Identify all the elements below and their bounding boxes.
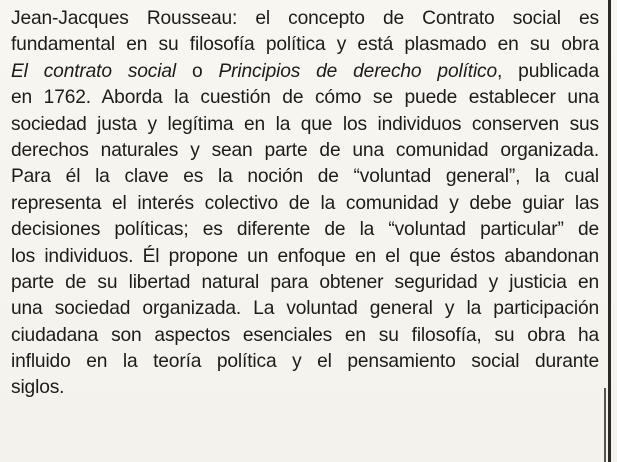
text-line xyxy=(11,164,599,190)
text-run: ciudadana son aspectos esenciales en su filosofía, su obra ha xyxy=(11,324,599,346)
book-title-italic: El contrato social xyxy=(11,60,176,82)
text-line xyxy=(11,217,599,243)
text-line xyxy=(11,112,599,138)
text-line xyxy=(11,59,599,85)
text-run: o xyxy=(176,60,219,82)
page-edge-rule xyxy=(608,0,611,462)
text-run: derechos naturales y sean parte de una comunidad organizada. xyxy=(11,139,599,161)
text-run: una sociedad organizada. La voluntad general y la participación xyxy=(11,298,599,320)
text-line xyxy=(11,296,599,322)
paragraph-rousseau xyxy=(11,6,599,402)
text-line xyxy=(11,85,599,111)
text-line xyxy=(11,375,599,401)
text-line xyxy=(11,270,599,296)
text-run: en 1762. Aborda la cuestión de cómo se puede establecer una xyxy=(11,87,599,109)
text-line xyxy=(11,323,599,349)
text-line xyxy=(11,32,599,58)
text-run: Jean-Jacques Rousseau: el concepto de Contrato social es xyxy=(11,8,599,29)
text-run: los individuos. Él propone un enfoque en el que éstos abandonan xyxy=(11,245,599,267)
book-subtitle-italic: Principios de derecho político xyxy=(218,60,498,82)
text-line xyxy=(11,6,599,32)
text-run: influido en la teoría política y el pensamiento social durante xyxy=(11,351,599,373)
page-edge-shadow xyxy=(604,388,606,462)
text-line xyxy=(11,191,599,217)
text-line xyxy=(11,138,599,164)
text-run: decisiones políticas; es diferente de la “voluntad particular” de xyxy=(11,219,599,241)
text-line xyxy=(11,244,599,270)
text-line xyxy=(11,349,599,375)
text-run: Para él la clave es la noción de “voluntad general”, la cual xyxy=(11,166,599,188)
text-run: sociedad justa y legítima en la que los individuos conserven sus xyxy=(11,113,599,135)
text-run: fundamental en su filosofía política y está plasmado en su obra xyxy=(11,34,599,56)
text-run: , publicada xyxy=(497,60,599,82)
text-run: siglos. xyxy=(11,377,65,399)
text-run: parte de su libertad natural para obtener seguridad y justicia en xyxy=(11,271,599,293)
text-run: representa el interés colectivo de la comunidad y debe guiar las xyxy=(11,192,599,214)
